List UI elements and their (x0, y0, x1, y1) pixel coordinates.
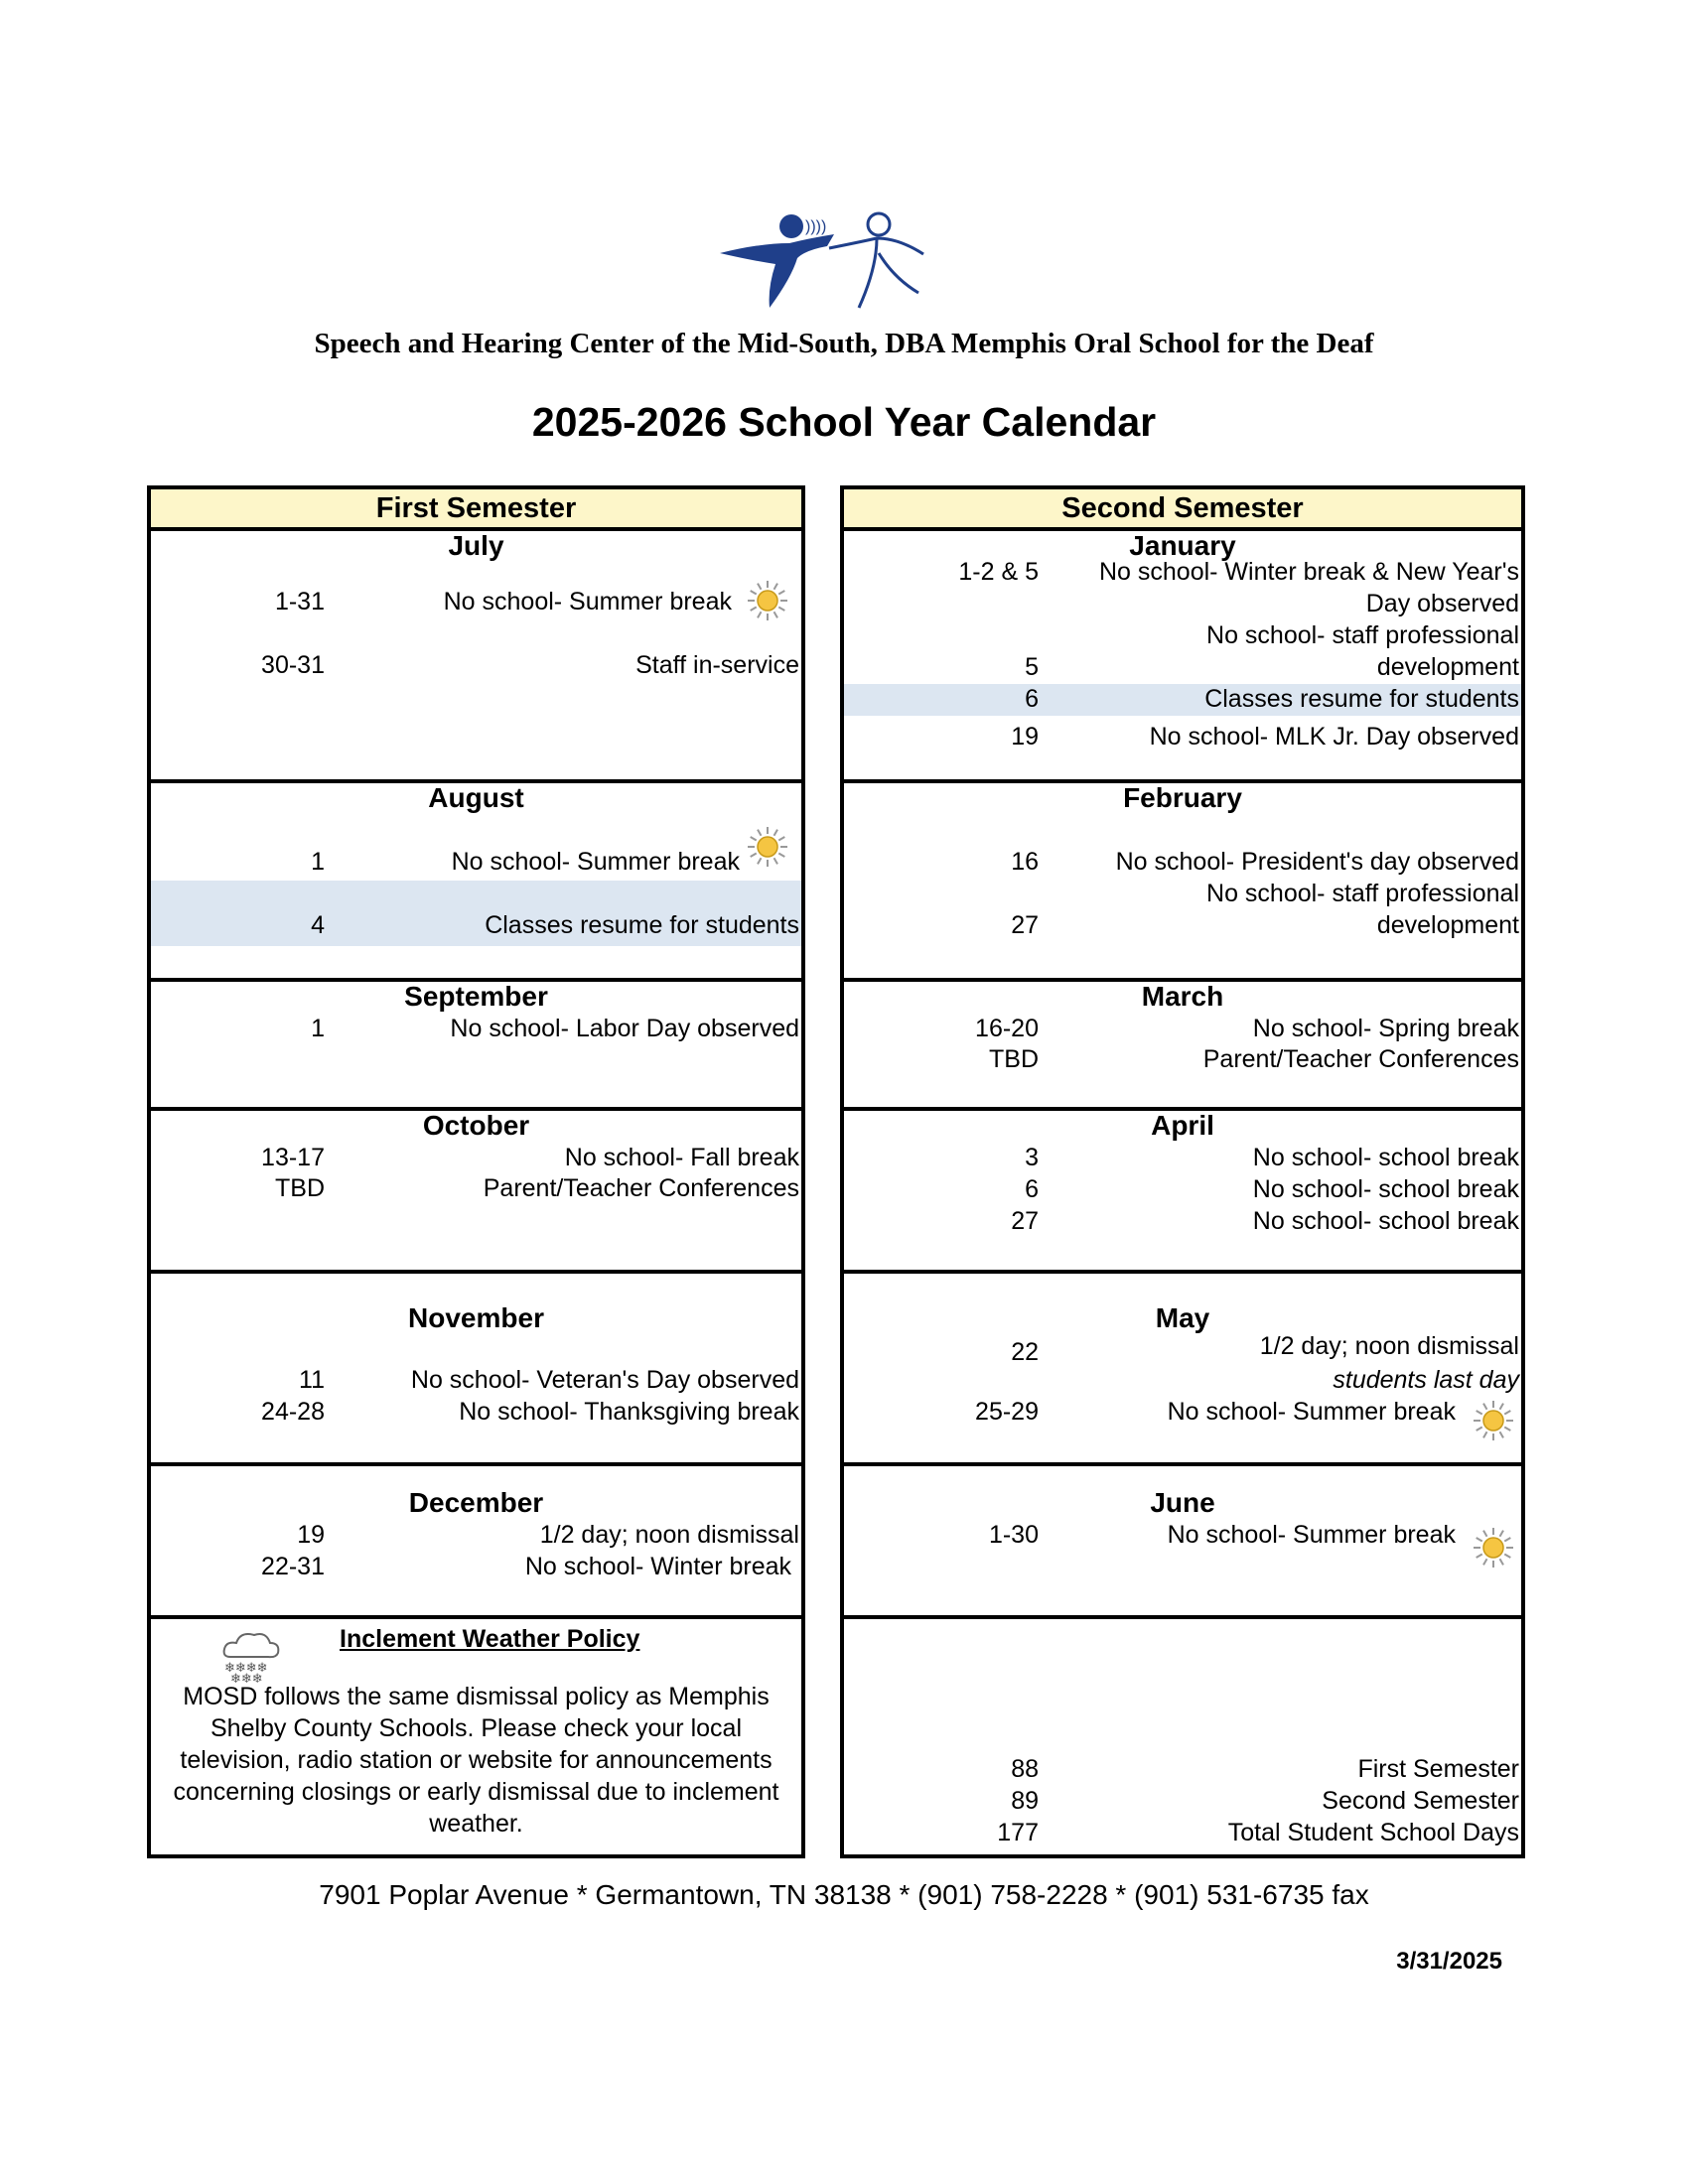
total-count: 177 (997, 1819, 1039, 1846)
first-semester-panel (147, 485, 805, 1858)
event-date: 25-29 (975, 1398, 1039, 1426)
event-text: students last day (1333, 1366, 1519, 1394)
event-text: No school- Summer break (443, 588, 732, 615)
event-date: 27 (1011, 911, 1039, 939)
event-date: 19 (1011, 723, 1039, 751)
event-date: 6 (1025, 685, 1039, 713)
month-january (844, 531, 1521, 779)
event-date: 4 (311, 911, 325, 939)
second-semester-panel (840, 485, 1525, 1858)
event-text: Staff in-service (635, 651, 799, 679)
total-label: Total Student School Days (1227, 1819, 1519, 1846)
event-text: No school- President's day observed (1115, 848, 1519, 876)
inclement-weather-policy (151, 1615, 801, 1854)
event-date: 1-2 & 5 (958, 558, 1039, 586)
svg-text:❄❄❄❄: ❄❄❄❄ (224, 1661, 268, 1676)
event-text: No school- school break (1252, 1207, 1519, 1235)
month-name: September (404, 981, 548, 1012)
event-date: 1 (311, 848, 325, 876)
event-text: No school- Winter break (524, 1553, 791, 1580)
month-november (151, 1270, 801, 1462)
event-text: No school- Thanksgiving break (459, 1398, 799, 1426)
event-date: 13-17 (261, 1144, 325, 1171)
event-text: No school- Summer break (1167, 1521, 1456, 1549)
svg-text:❄❄❄: ❄❄❄ (230, 1672, 263, 1683)
policy-line: television, radio station or website for announcements (180, 1746, 773, 1774)
organization-name: Speech and Hearing Center of the Mid-South, DBA Memphis Oral School for the Deaf (314, 328, 1374, 359)
month-name: December (408, 1487, 544, 1518)
event-text: 1/2 day; noon dismissal (539, 1521, 799, 1549)
month-name: March (1141, 981, 1224, 1012)
event-date: TBD (989, 1045, 1039, 1073)
event-text: No school- school break (1252, 1144, 1519, 1171)
event-text: No school- staff professional (1206, 880, 1519, 907)
month-name: January (1129, 530, 1236, 561)
event-date: 11 (299, 1366, 325, 1394)
month-october (151, 1107, 801, 1270)
event-text: No school- school break (1252, 1175, 1519, 1203)
calendar-title: 2025-2026 School Year Calendar (531, 399, 1157, 445)
snow-cloud-icon (218, 1627, 284, 1683)
school-logo (710, 208, 968, 318)
event-text: Parent/Teacher Conferences (1202, 1045, 1519, 1073)
month-name: October (422, 1110, 530, 1141)
event-date: 22-31 (261, 1553, 325, 1580)
event-date: 1-31 (274, 588, 325, 615)
policy-text (159, 1681, 793, 1840)
event-text: No school- Summer break (451, 848, 740, 876)
school-day-totals (844, 1615, 1521, 1854)
event-text: No school- MLK Jr. Day observed (1149, 723, 1519, 751)
month-may (844, 1270, 1521, 1462)
event-text: No school- Summer break (1167, 1398, 1456, 1426)
event-text: Parent/Teacher Conferences (483, 1174, 799, 1202)
second-semester-heading: Second Semester (844, 489, 1521, 531)
event-text: 1/2 day; noon dismissal (1259, 1332, 1519, 1360)
svg-text:)))): )))) (805, 218, 827, 235)
month-december (151, 1462, 801, 1615)
month-february (844, 779, 1521, 978)
month-name: July (448, 530, 504, 561)
event-text: No school- Fall break (564, 1144, 799, 1171)
event-date: 30-31 (261, 651, 325, 679)
month-june (844, 1462, 1521, 1615)
total-count: 89 (1011, 1787, 1039, 1815)
event-text: No school- Veteran's Day observed (410, 1366, 799, 1394)
total-label: First Semester (1357, 1755, 1519, 1783)
event-date: 1-30 (988, 1521, 1039, 1549)
event-date: 16-20 (975, 1015, 1039, 1042)
total-label: Second Semester (1322, 1787, 1519, 1815)
sun-icon (1472, 1399, 1515, 1442)
event-text: development (1376, 653, 1519, 681)
sun-icon (1472, 1526, 1515, 1570)
event-date: 5 (1025, 653, 1039, 681)
event-text: No school- staff professional (1206, 621, 1519, 649)
event-text: Classes resume for students (1204, 685, 1519, 713)
policy-line: weather. (429, 1810, 523, 1838)
event-text: No school- Labor Day observed (450, 1015, 799, 1042)
month-august (151, 779, 801, 978)
event-text: No school- Winter break & New Year's (1098, 558, 1519, 586)
month-name: May (1155, 1302, 1210, 1333)
event-text: No school- Spring break (1252, 1015, 1519, 1042)
event-date: 6 (1025, 1175, 1039, 1203)
month-name: February (1123, 782, 1242, 813)
event-date: 24-28 (261, 1398, 325, 1426)
month-name: August (428, 782, 524, 813)
event-text: Classes resume for students (485, 911, 799, 939)
month-july (151, 531, 801, 779)
sun-icon (746, 825, 789, 869)
sun-icon (746, 579, 789, 622)
month-march (844, 978, 1521, 1107)
month-april (844, 1107, 1521, 1270)
policy-line: Shelby County Schools. Please check your local (210, 1714, 742, 1742)
total-count: 88 (1011, 1755, 1039, 1783)
event-date: 22 (1011, 1338, 1039, 1366)
event-date: 16 (1011, 848, 1039, 876)
first-semester-heading: First Semester (151, 489, 801, 531)
policy-title: Inclement Weather Policy (340, 1625, 640, 1653)
month-name: June (1150, 1487, 1215, 1518)
event-date: 3 (1025, 1144, 1039, 1171)
event-date: TBD (275, 1174, 325, 1202)
month-name: April (1151, 1110, 1214, 1141)
event-text: development (1376, 911, 1519, 939)
policy-line: concerning closings or early dismissal due to inclement (173, 1778, 779, 1806)
event-date: 1 (311, 1015, 325, 1042)
revision-date: 3/31/2025 (1396, 1948, 1502, 1975)
event-date: 19 (297, 1521, 325, 1549)
event-date: 27 (1011, 1207, 1039, 1235)
event-text: Day observed (1365, 590, 1519, 617)
address-footer: 7901 Poplar Avenue * Germantown, TN 38138 * (901) 758-2228 * (901) 531-6735 fax (319, 1879, 1369, 1910)
month-name: November (408, 1302, 544, 1333)
policy-line: MOSD follows the same dismissal policy as Memphis (183, 1683, 770, 1710)
month-september (151, 978, 801, 1107)
